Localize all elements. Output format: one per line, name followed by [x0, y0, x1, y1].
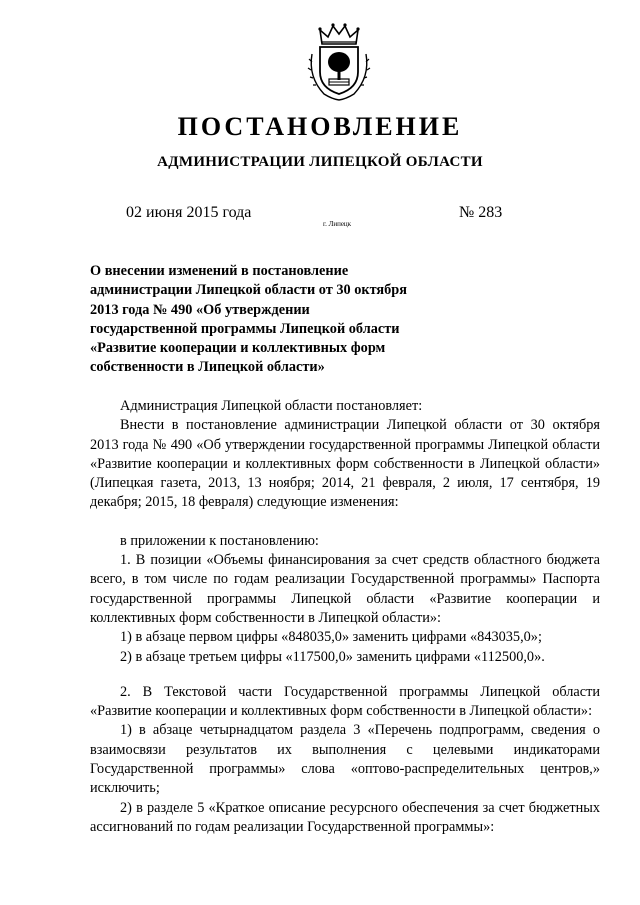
document-body: [90, 397, 600, 837]
heading-line: государственной программы Липецкой области: [90, 320, 400, 337]
heading-line: 2013 года № 490 «Об утверждении: [90, 301, 310, 318]
document-date: 02 июня 2015 года: [126, 204, 252, 221]
paragraph: 2) в абзаце третьем цифры «117500,0» заменить цифрами «112500,0».: [120, 648, 545, 665]
document-title: ПОСТАНОВЛЕНИЕ: [177, 112, 463, 141]
paragraph: Внести в постановление администрации Липецкой области от 30 октября 2013 года № 490 «Об утверждении государственной программы Липецкой области «Развитие кооперации и коллективных форм собственности в Липецкой области» (Липецкая газета, 2013, 13 ноября; 2014, 21 февраля, 2 июля, 17 сентября, 19 декабря; 2015, 18 февраля) следующие изменения:: [90, 417, 600, 511]
paragraph: 2) в разделе 5 «Краткое описание ресурсного обеспечения за счет бюджетных ассигнований по годам реализации Государственной программы»:: [90, 799, 600, 835]
coat-of-arms-icon: [306, 22, 372, 102]
paragraph: в приложении к постановлению:: [120, 532, 319, 549]
document-city: г. Липецк: [323, 220, 352, 228]
paragraph: 1) в абзаце первом цифры «848035,0» заменить цифрами «843035,0»;: [120, 629, 542, 646]
heading-line: администрации Липецкой области от 30 октября: [90, 282, 407, 299]
paragraph: Администрация Липецкой области постановляет:: [120, 398, 423, 414]
paragraph: 1) в абзаце четырнадцатом раздела 3 «Перечень подпрограмм, сведения о взаимосвязи результатов их выполнения с целевыми индикаторами Государственной программы» слова «оптово-распределительных центров,» исключить;: [90, 722, 600, 797]
heading-line: «Развитие кооперации и коллективных форм: [90, 340, 386, 357]
document-heading: [90, 262, 470, 378]
document-number: № 283: [459, 204, 503, 221]
heading-line: собственности в Липецкой области»: [90, 359, 325, 376]
issuing-authority: АДМИНИСТРАЦИИ ЛИПЕЦКОЙ ОБЛАСТИ: [157, 154, 483, 170]
paragraph: 2. В Текстовой части Государственной программы Липецкой области «Развитие кооперации и коллективных форм собственности в Липецкой области»:: [90, 683, 600, 720]
paragraph: 1. В позиции «Объемы финансирования за счет средств областного бюджета всего, в том числе по годам реализации Государственной программы» Паспорта государственной программы Липецкой области «Развитие кооперации и коллективных форм собственности в Липецкой области»:: [90, 552, 600, 626]
heading-line: О внесении изменений в постановление: [90, 263, 349, 279]
